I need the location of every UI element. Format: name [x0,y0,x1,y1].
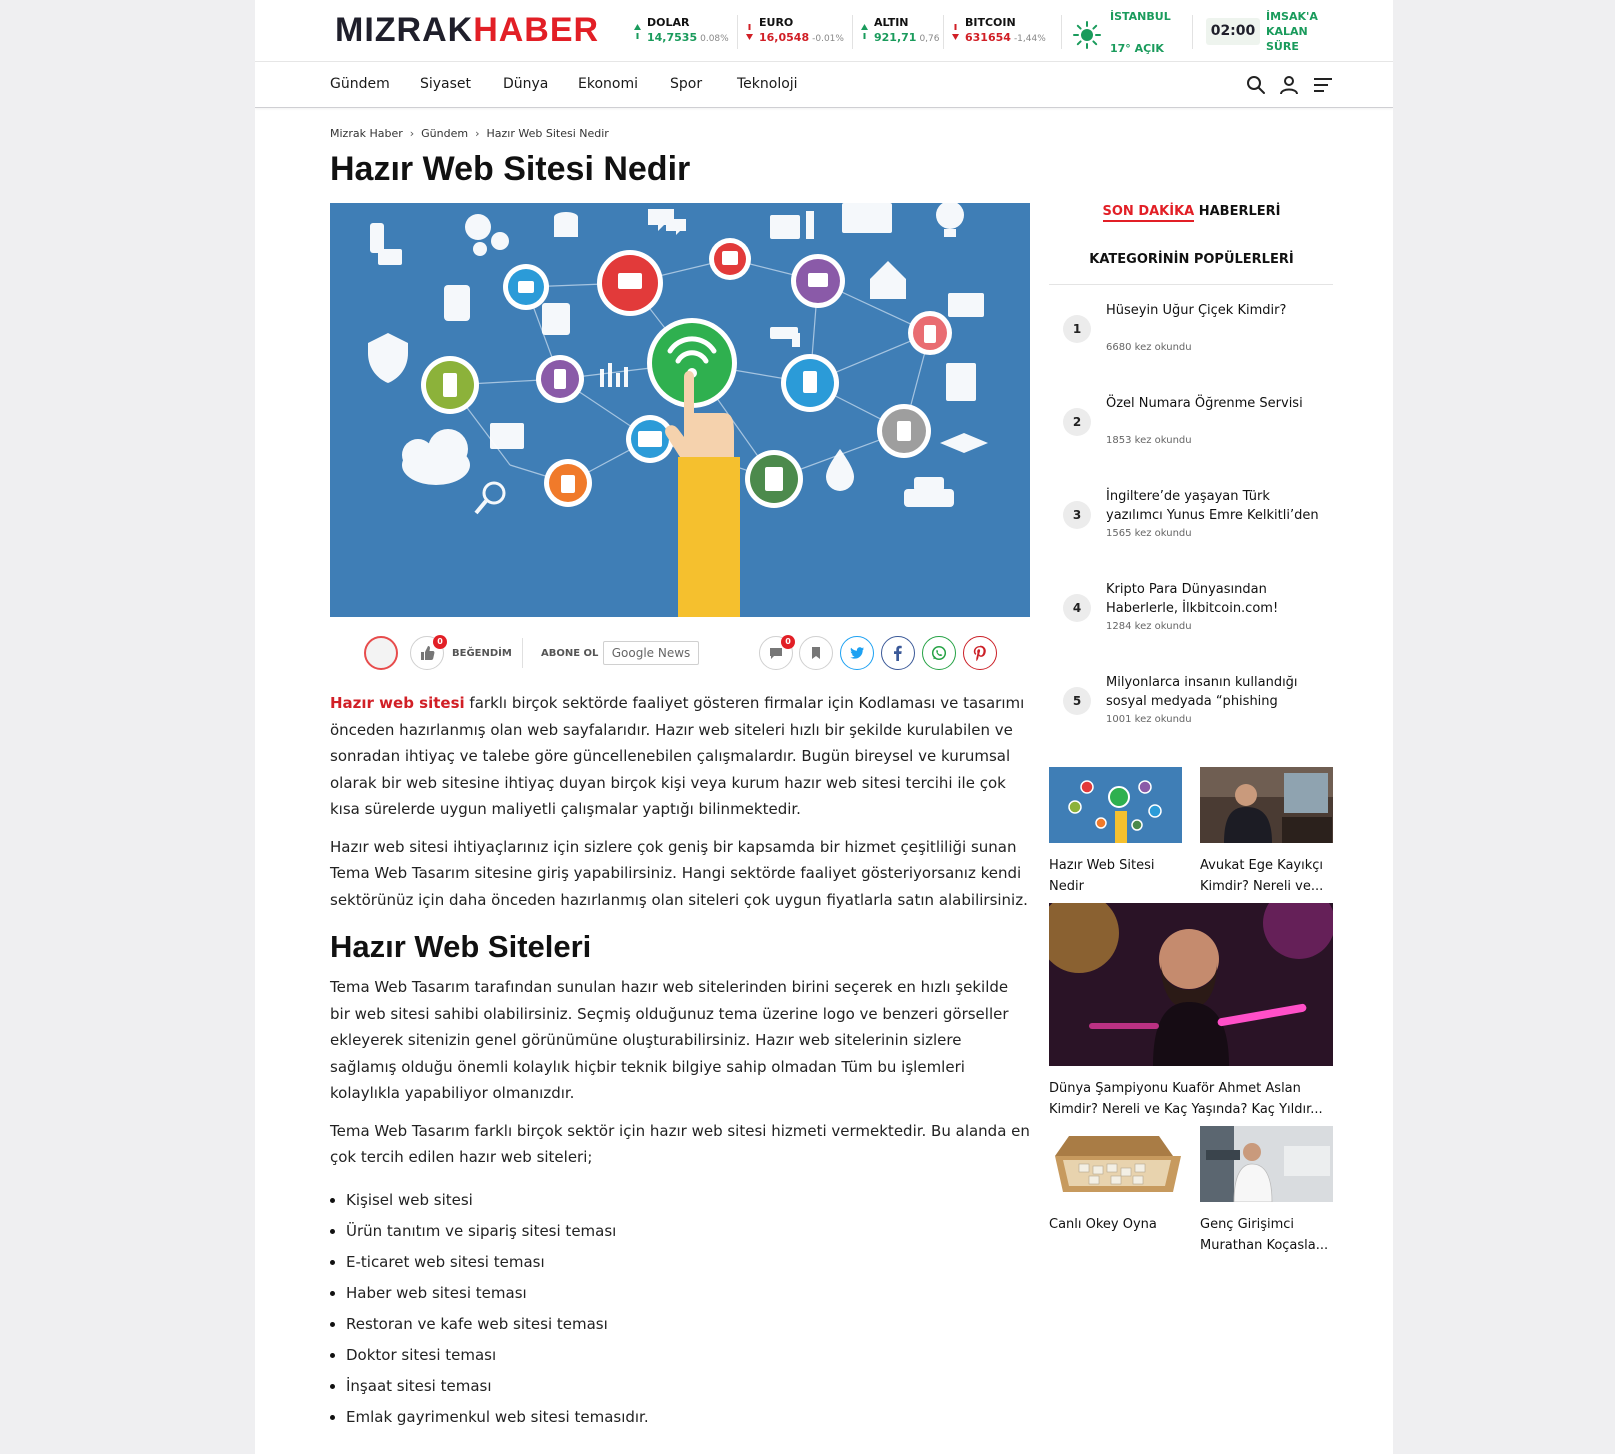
list-item: Ürün tanıtım ve sipariş sitesi teması [330,1216,1030,1247]
google-news-button[interactable]: Google News [603,641,699,665]
logo-part-haber: HABER [473,11,600,49]
popular-item[interactable] [1049,394,1333,474]
weather-city: İSTANBUL [1110,10,1171,23]
page [255,0,1393,1454]
pinterest-icon [972,645,988,661]
article-title: Hazır Web Sitesi Nedir [330,150,691,188]
search-icon[interactable] [1244,73,1268,97]
theme-list [330,1185,1030,1433]
author-avatar[interactable] [364,636,398,670]
popular-rank: 1 [1063,315,1091,343]
nav-item-spor[interactable]: Spor [670,76,703,92]
ticker-altin[interactable] [860,16,946,48]
popular-item[interactable] [1049,580,1333,660]
trend-up-icon [633,20,642,44]
sun-icon [1072,20,1102,50]
divider [1049,284,1333,285]
weather-widget[interactable] [1072,8,1182,56]
popular-reads: 1001 kez okundu [1106,714,1192,725]
news-card[interactable] [1049,767,1182,897]
top-bar [255,0,1393,62]
chevron-right-icon: › [409,127,415,140]
imsak-line: İMSAK'A [1266,10,1318,23]
imsak-label [1266,9,1336,54]
main-nav [255,62,1393,108]
nav-item-siyaset[interactable]: Siyaset [420,76,472,92]
popular-rank: 4 [1063,594,1091,622]
list-item: Doktor sitesi teması [330,1340,1030,1371]
article-body [330,690,1030,1433]
hero-image [330,203,1030,617]
breadcrumb-category[interactable]: Gündem [421,127,469,140]
ticker-value: 16,0548 -0.01% [759,31,844,44]
comments-button[interactable] [759,636,793,670]
popular-heading: KATEGORİNİN POPÜLERLERİ [1089,252,1294,267]
facebook-icon [890,645,906,661]
user-icon[interactable] [1277,73,1301,97]
popular-reads: 6680 kez okundu [1106,342,1192,353]
news-card-caption[interactable]: Hazır Web Sitesi Nedir [1049,858,1155,894]
breaking-news-red: SON DAKİKA [1103,204,1195,222]
divider [737,15,738,49]
comment-icon [768,645,784,661]
breaking-news-heading[interactable] [1049,204,1334,219]
nav-item-gundem[interactable]: Gündem [330,76,390,92]
popular-title[interactable]: Özel Numara Öğrenme Servisi [1106,396,1303,411]
ticker-name: BITCOIN [965,16,1016,29]
divider [943,15,944,49]
menu-icon[interactable] [1311,73,1335,97]
paragraph: Hazır web sitesi ihtiyaçlarınız için sizlere çok geniş bir kapsamda bir hizmet çeşitliliği sunan Tema Web Tasarım sitesine giriş yapabilirsiniz. Hangi sektörde faaliyet gösteriyorsanız kendi sektörünüz için daha önceden hazırlanmış olan siteleri çok uygun fiyatlarla satın alabilirsiniz. [330,837,1028,909]
like-label[interactable]: BEĞENDİM [452,648,512,659]
news-card-large[interactable] [1049,903,1333,1120]
twitter-icon [849,645,865,661]
popular-title[interactable]: Kripto Para Dünyasından Haberlerle, İlkbitcoin.com! [1106,582,1279,616]
imsak-line: KALAN [1266,25,1308,38]
trend-down-icon [951,20,960,44]
thumbs-up-icon [419,645,435,661]
article-actions [330,632,1030,674]
news-card-image [1049,903,1333,1066]
like-button[interactable] [410,636,444,670]
weather-temp: 17° AÇIK [1110,42,1164,55]
divider [1061,15,1062,49]
breadcrumb-home[interactable]: Mizrak Haber [330,127,403,140]
popular-reads: 1853 kez okundu [1106,435,1192,446]
breaking-news-black: HABERLERİ [1194,204,1281,219]
news-card-image [1049,1126,1182,1202]
news-card-caption[interactable]: Dünya Şampiyonu Kuaför Ahmet Aslan Kimdir? Nereli ve Kaç Yaşında? Kaç Yıldır... [1049,1081,1323,1117]
section-heading: Hazır Web Siteleri [330,929,592,964]
divider [1192,15,1193,49]
breadcrumb [330,127,609,140]
like-count-badge: 0 [433,635,447,649]
divider [522,638,523,668]
divider [852,15,853,49]
news-card-image [1200,767,1333,843]
trend-up-icon [860,20,869,44]
list-item: İnşaat sitesi teması [330,1371,1030,1402]
nav-item-teknoloji[interactable]: Teknoloji [737,76,798,92]
countdown-time: 02:00 [1206,18,1260,45]
news-card[interactable] [1200,767,1333,897]
ticker-value: 631654 -1,44% [965,31,1046,44]
popular-title[interactable]: Hüseyin Uğur Çiçek Kimdir? [1106,303,1287,318]
share-facebook-button[interactable] [881,636,915,670]
subscribe-label: ABONE OL [541,648,599,659]
list-item: Emlak gayrimenkul web sitesi temasıdır. [330,1402,1030,1433]
ticker-value: 14,7535 0.08% [647,31,729,44]
bookmark-icon [808,645,824,661]
share-twitter-button[interactable] [840,636,874,670]
paragraph: Tema Web Tasarım farklı birçok sektör için hazır web sitesi hizmeti vermektedir. Bu alanda en çok tercih edilen hazır web siteleri; [330,1121,1030,1166]
share-pinterest-button[interactable] [963,636,997,670]
popular-rank: 5 [1063,687,1091,715]
site-logo[interactable] [335,10,599,50]
nav-item-dunya[interactable]: Dünya [503,76,549,92]
news-card-caption[interactable]: Genç Girişimci Murathan Koçasla... [1200,1217,1329,1253]
paragraph-text: farklı birçok sektörde faaliyet gösteren firmalar için Kodlaması ve tasarımı önceden hazırlanmış olan web sayfalarıdır. Hazır web siteleri hızlı bir şekilde kurulabilen ve sonradan ihtiyaç ve talebe göre güncellenebilen çalışmalardır. Bugün bireysel ve kurumsal olarak bir web sitesine ihtiyaç duyan birçok kişi veya kurum hazır web sitesi tercihi ile çok kısa sürelerde uygun maliyetli çalışmalar yaptığı bilinmektedir. [330,694,1025,818]
news-card-image [1200,1126,1333,1202]
ticker-name: EURO [759,16,794,29]
breadcrumb-current: Hazır Web Sitesi Nedir [486,127,609,140]
popular-rank: 3 [1063,501,1091,529]
paragraph [330,690,1030,823]
popular-item[interactable] [1049,673,1333,753]
news-card-image [1049,767,1182,843]
imsak-line: SÜRE [1266,40,1299,53]
paragraph: Tema Web Tasarım tarafından sunulan hazır web sitelerinden birini seçerek en hızlı şekilde bir web sitesi sahibi olabilirsiniz. Seçmiş olduğunuz tema üzerine logo ve benzeri görseller ekleyerek sitenizin genel görünümüne oluşturabilirsiniz. Hazır web sitelerinin sizlere sağlamış olduğu önemli kolaylık hiçbir teknik bilgiye sahip olmadan Tüm bu işlemleri kolaylıkla yapabiliyor olmanızdır. [330,978,1009,1102]
ticker-name: ALTIN [874,16,909,29]
list-item: Restoran ve kafe web sitesi teması [330,1309,1030,1340]
news-card-caption[interactable]: Avukat Ege Kayıkçı Kimdir? Nereli ve... [1200,858,1324,894]
nav-item-ekonomi[interactable]: Ekonomi [578,76,638,92]
logo-part-mizrak: MIZRAK [335,11,474,49]
ticker-value: 921,71 0,76 [874,31,940,44]
trend-down-icon [745,20,754,44]
list-item: E-ticaret web sitesi teması [330,1247,1030,1278]
popular-rank: 2 [1063,408,1091,436]
list-item: Kişisel web sitesi [330,1185,1030,1216]
news-card[interactable] [1200,1126,1333,1256]
popular-item[interactable] [1049,301,1333,381]
ticker-euro[interactable] [745,16,844,48]
comment-count-badge: 0 [781,635,795,649]
share-whatsapp-button[interactable] [922,636,956,670]
chevron-right-icon: › [475,127,480,140]
popular-reads: 1284 kez okundu [1106,621,1192,632]
ticker-dolar[interactable] [633,16,729,48]
ticker-bitcoin[interactable] [951,16,1055,48]
whatsapp-icon [931,645,947,661]
list-item: Haber web sitesi teması [330,1278,1030,1309]
news-card[interactable] [1049,1126,1182,1256]
ticker-name: DOLAR [647,16,690,29]
popular-title[interactable]: İngiltere’de yaşayan Türk yazılımcı Yunus Emre Kelkitli’den [1106,489,1319,523]
article-link[interactable]: Hazır web sitesi [330,694,465,712]
bookmark-button[interactable] [799,636,833,670]
news-card-caption[interactable]: Canlı Okey Oyna [1049,1217,1157,1232]
popular-title[interactable]: Milyonlarca insanın kullandığı sosyal medyada “phishing [1106,675,1298,709]
popular-reads: 1565 kez okundu [1106,528,1192,539]
popular-item[interactable] [1049,487,1333,567]
